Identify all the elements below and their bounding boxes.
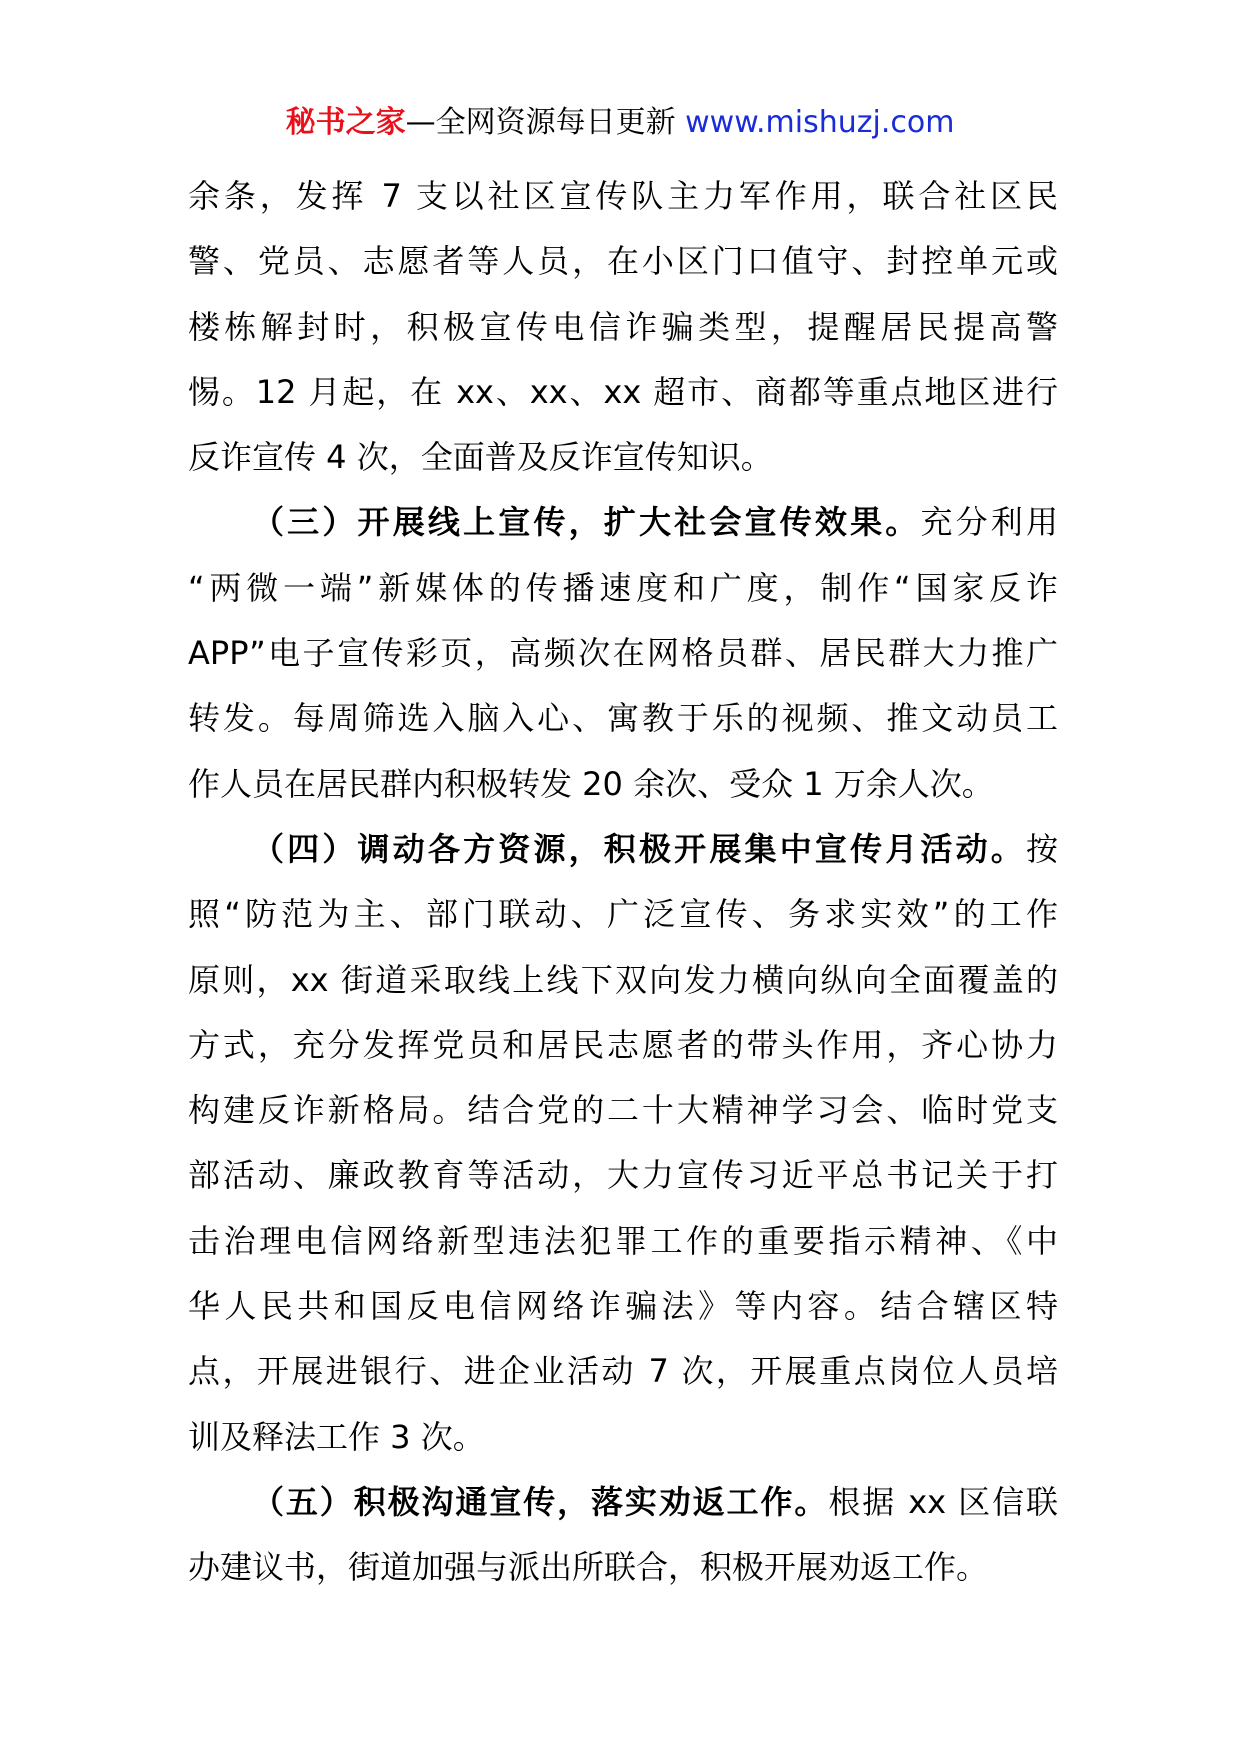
text-line: 点，开展进银行、进企业活动 7 次，开展重点岗位人员培	[188, 1352, 1058, 1391]
document-body	[188, 164, 1058, 1601]
section-heading-line: （四）调动各方资源，积极开展集中宣传月活动。按	[252, 829, 1058, 868]
text-line: 余条，发挥 7 支以社区宣传队主力军作用，联合社区民	[188, 177, 1058, 215]
section-heading-line: （五）积极沟通宣传，落实劝返工作。根据 xx 区信联	[252, 1482, 1058, 1521]
text-line: 楼栋解封时，积极宣传电信诈骗类型，提醒居民提高警	[188, 307, 1058, 346]
text-line: 方式，充分发挥党员和居民志愿者的带头作用，齐心协力	[188, 1025, 1058, 1064]
text-line: 构建反诈新格局。结合党的二十大精神学习会、临时党支	[188, 1091, 1058, 1130]
text-line: 反诈宣传 4 次，全面普及反诈宣传知识。	[188, 438, 773, 477]
text-line: 惕。12 月起，在 xx、xx、xx 超市、商都等重点地区进行	[188, 372, 1058, 411]
text-line: 训及释法工作 3 次。	[188, 1417, 485, 1456]
header-url-link[interactable]: www.mishuzj.com	[685, 105, 955, 140]
text-line: 击治理电信网络新型违法犯罪工作的重要指示精神、《中	[188, 1221, 1058, 1260]
text-line: 办建议书，街道加强与派出所联合，积极开展劝返工作。	[188, 1548, 989, 1587]
text-line: APP”电子宣传彩页，高频次在网格员群、居民群大力推广	[188, 634, 1058, 673]
text-line: 作人员在居民群内积极转发 20 余次、受众 1 万余人次。	[188, 764, 994, 803]
text-line: 转发。每周筛选入脑入心、寓教于乐的视频、推文动员工	[188, 699, 1058, 738]
header-brand: 秘书之家	[285, 105, 406, 140]
section-heading: （五）积极沟通宣传，落实劝返工作。	[252, 1482, 829, 1521]
text-line: 华人民共和国反电信网络诈骗法》等内容。结合辖区特	[188, 1287, 1058, 1326]
text-line: “两微一端”新媒体的传播速度和广度，制作“国家反诈	[188, 568, 1058, 607]
text-line: 照“防范为主、部门联动、广泛宣传、务求实效”的工作	[188, 895, 1058, 934]
text-line: 警、党员、志愿者等人员，在小区门口值守、封控单元或	[188, 242, 1058, 281]
section-heading-line: （三）开展线上宣传，扩大社会宣传效果。充分利用	[252, 503, 1058, 542]
section-heading: （四）调动各方资源，积极开展集中宣传月活动。	[252, 829, 1026, 868]
text-line: 部活动、廉政教育等活动，大力宣传习近平总书记关于打	[188, 1156, 1058, 1195]
section-heading: （三）开展线上宣传，扩大社会宣传效果。	[252, 503, 921, 542]
header-tagline: —全网资源每日更新	[405, 105, 676, 140]
page-header	[0, 100, 1240, 146]
text-line: 原则，xx 街道采取线上线下双向发力横向纵向全面覆盖的	[188, 960, 1058, 999]
